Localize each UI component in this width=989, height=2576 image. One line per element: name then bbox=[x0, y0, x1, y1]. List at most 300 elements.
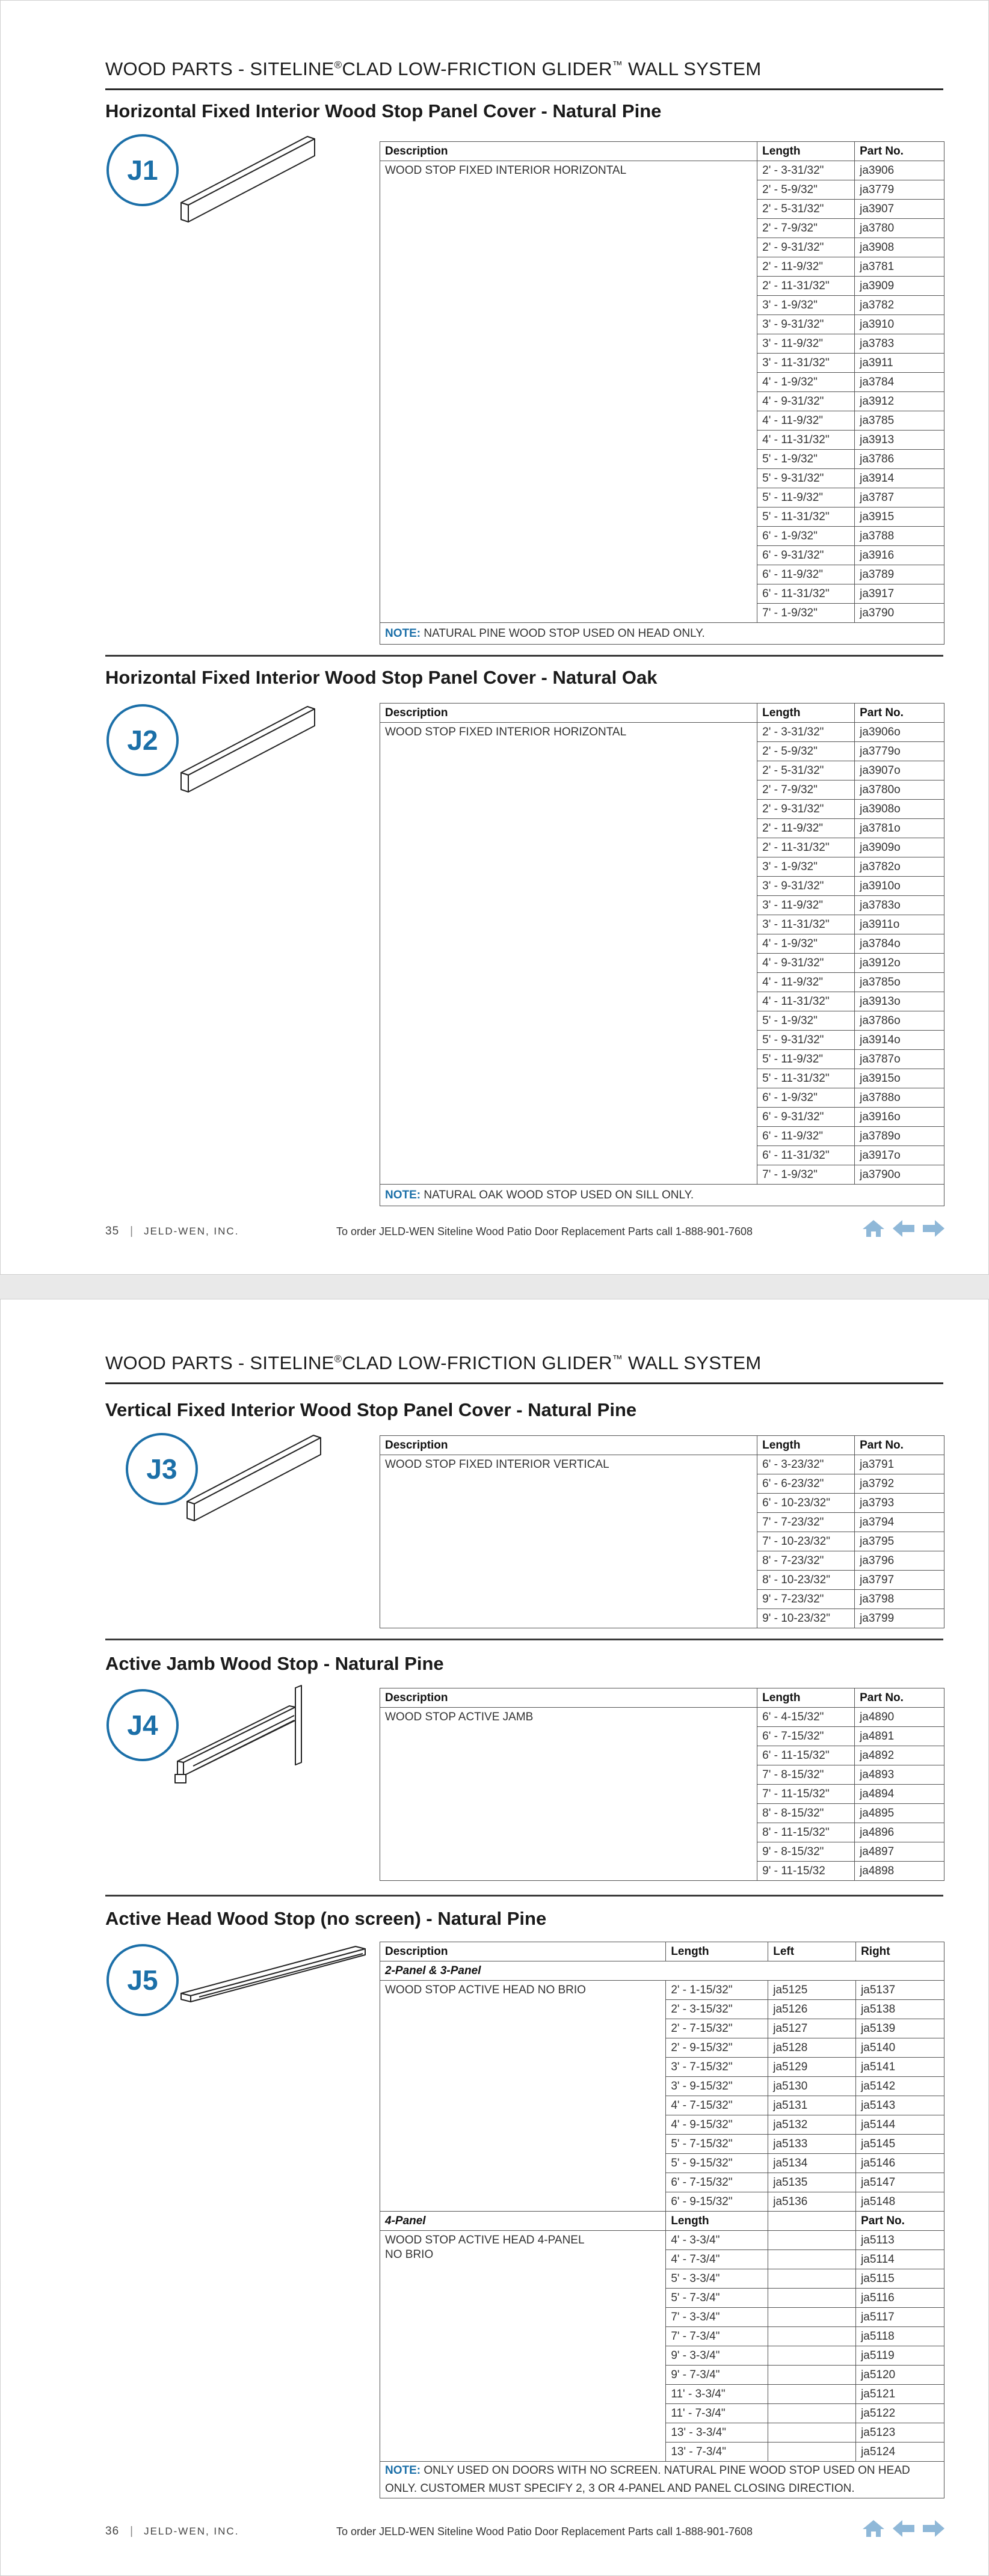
length-cell: 6' - 1-9/32" bbox=[757, 1088, 855, 1108]
length-cell: 9' - 8-15/32" bbox=[757, 1842, 855, 1862]
length-cell: 8' - 8-15/32" bbox=[757, 1804, 855, 1823]
wood-stop-vertical-illustration-j3 bbox=[181, 1431, 331, 1530]
part-number-cell: ja5120 bbox=[856, 2366, 944, 2385]
part-number-cell: ja4892 bbox=[855, 1746, 944, 1765]
length-cell: 7' - 7-23/32" bbox=[757, 1513, 855, 1532]
note-text: NATURAL OAK WOOD STOP USED ON SILL ONLY. bbox=[424, 1188, 694, 1201]
length-cell: 6' - 3-23/32" bbox=[757, 1455, 855, 1474]
part-number-cell: ja3911o bbox=[855, 915, 944, 934]
length-cell: 11' - 7-3/4" bbox=[666, 2404, 768, 2423]
length-cell: 2' - 11-9/32" bbox=[757, 257, 855, 277]
arrow-right-icon bbox=[922, 1219, 946, 1238]
part-number-cell: ja4895 bbox=[855, 1804, 944, 1823]
part-number-cell: ja3783 bbox=[855, 334, 944, 354]
column-header-length: Length bbox=[757, 1688, 855, 1708]
footer-page-36 bbox=[105, 2525, 239, 2538]
order-phone-text: To order JELD-WEN Siteline Wood Patio Door Replacement Parts call 1-888-901-7608 bbox=[336, 1225, 753, 1237]
right-part-number-cell: ja5146 bbox=[856, 2154, 944, 2173]
part-number-cell: ja3799 bbox=[855, 1609, 944, 1628]
part-number-cell: ja3915 bbox=[855, 508, 944, 527]
part-number-cell: ja3790o bbox=[855, 1165, 944, 1185]
part-number-cell: ja3785 bbox=[855, 411, 944, 431]
part-number-cell: ja3788o bbox=[855, 1088, 944, 1108]
part-number-cell: ja3908o bbox=[855, 800, 944, 819]
arrow-right-icon bbox=[922, 2519, 946, 2538]
part-number-cell: ja3914 bbox=[855, 469, 944, 488]
left-part-number-cell: ja5131 bbox=[768, 2096, 856, 2115]
part-number-cell: ja3779o bbox=[855, 742, 944, 761]
section-title-j2: Horizontal Fixed Interior Wood Stop Panel Cover - Natural Oak bbox=[105, 667, 658, 688]
part-number-cell: ja5117 bbox=[856, 2308, 944, 2327]
part-number-cell: ja3914o bbox=[855, 1031, 944, 1050]
part-number-cell: ja3783o bbox=[855, 896, 944, 915]
column-header-length: Length bbox=[666, 2212, 768, 2231]
length-cell: 4' - 11-31/32" bbox=[757, 992, 855, 1011]
left-part-number-cell: ja5130 bbox=[768, 2077, 856, 2096]
parts-table-j4 bbox=[380, 1688, 944, 1881]
note-row bbox=[380, 1185, 944, 1206]
length-cell: 2' - 11-9/32" bbox=[757, 819, 855, 838]
column-header-length: Length bbox=[757, 142, 855, 161]
length-cell: 4' - 9-31/32" bbox=[757, 954, 855, 973]
length-cell: 5' - 7-15/32" bbox=[666, 2135, 768, 2154]
empty-cell bbox=[768, 2404, 856, 2423]
part-number-cell: ja3909o bbox=[855, 838, 944, 857]
empty-cell bbox=[768, 2423, 856, 2443]
part-number-cell: ja3788 bbox=[855, 527, 944, 546]
length-cell: 4' - 3-3/4" bbox=[666, 2231, 768, 2250]
table-row bbox=[380, 1708, 944, 1727]
length-cell: 5' - 7-3/4" bbox=[666, 2289, 768, 2308]
length-cell: 4' - 1-9/32" bbox=[757, 934, 855, 954]
page-header-title bbox=[105, 1352, 762, 1374]
length-cell: 2' - 5-31/32" bbox=[757, 200, 855, 219]
length-cell: 7' - 1-9/32" bbox=[757, 1165, 855, 1185]
part-number-cell: ja3786o bbox=[855, 1011, 944, 1031]
length-cell: 4' - 9-31/32" bbox=[757, 392, 855, 411]
part-number-cell: ja3784o bbox=[855, 934, 944, 954]
part-number-cell: ja3796 bbox=[855, 1551, 944, 1571]
right-part-number-cell: ja5141 bbox=[856, 2058, 944, 2077]
length-cell: 5' - 11-31/32" bbox=[757, 1069, 855, 1088]
part-number-cell: ja3790 bbox=[855, 604, 944, 623]
part-number-cell: ja3782o bbox=[855, 857, 944, 877]
page-header-title bbox=[105, 58, 762, 80]
right-part-number-cell: ja5140 bbox=[856, 2038, 944, 2058]
note-label: NOTE: bbox=[385, 2464, 421, 2477]
column-header-description: Description bbox=[380, 142, 757, 161]
column-header-part-no: Part No. bbox=[855, 1436, 944, 1455]
note-j5 bbox=[380, 2462, 944, 2498]
note-text: ONLY USED ON DOORS WITH NO SCREEN. NATURAL PINE WOOD STOP USED ON HEAD ONLY. CUSTOMER MUST SPECIFY 2, 3 OR 4-PANEL AND PANEL CLOSING DIRECTION. bbox=[385, 2464, 910, 2495]
section-title-j3: Vertical Fixed Interior Wood Stop Panel Cover - Natural Pine bbox=[105, 1399, 637, 1420]
right-part-number-cell: ja5138 bbox=[856, 2000, 944, 2019]
page-navigation bbox=[861, 1219, 946, 1238]
left-part-number-cell: ja5127 bbox=[768, 2019, 856, 2038]
column-header-part-no: Part No. bbox=[855, 704, 944, 723]
section-divider bbox=[105, 1895, 943, 1897]
length-cell: 2' - 9-31/32" bbox=[757, 238, 855, 257]
section-title-j4: Active Jamb Wood Stop - Natural Pine bbox=[105, 1653, 444, 1674]
footer-separator: | bbox=[130, 2525, 134, 2538]
empty-cell bbox=[768, 2269, 856, 2289]
home-button[interactable] bbox=[861, 2519, 886, 2538]
length-cell: 5' - 11-9/32" bbox=[757, 488, 855, 508]
part-number-cell: ja5113 bbox=[856, 2231, 944, 2250]
note-row bbox=[380, 623, 944, 645]
length-cell: 2' - 5-31/32" bbox=[757, 761, 855, 780]
note-label: NOTE: bbox=[385, 1188, 421, 1201]
length-cell: 6' - 11-15/32" bbox=[757, 1746, 855, 1765]
part-number-cell: ja3785o bbox=[855, 973, 944, 992]
section-title-j5: Active Head Wood Stop (no screen) - Natural Pine bbox=[105, 1908, 547, 1929]
page-navigation bbox=[861, 2519, 946, 2538]
length-cell: 9' - 7-3/4" bbox=[666, 2366, 768, 2385]
home-button[interactable] bbox=[861, 1219, 886, 1238]
length-cell: 2' - 5-9/32" bbox=[757, 742, 855, 761]
length-cell: 5' - 3-3/4" bbox=[666, 2269, 768, 2289]
part-number-cell: ja3789o bbox=[855, 1127, 944, 1146]
part-number-cell: ja3912o bbox=[855, 954, 944, 973]
length-cell: 13' - 7-3/4" bbox=[666, 2443, 768, 2462]
length-cell: 6' - 1-9/32" bbox=[757, 527, 855, 546]
empty-cell bbox=[768, 2231, 856, 2250]
column-header-description: Description bbox=[380, 1942, 666, 1961]
length-cell: 2' - 5-9/32" bbox=[757, 180, 855, 200]
table-header-row bbox=[380, 1436, 944, 1455]
part-number-cell: ja4894 bbox=[855, 1785, 944, 1804]
description-cell: WOOD STOP FIXED INTERIOR HORIZONTAL bbox=[380, 723, 757, 1185]
page-number: 35 bbox=[105, 1225, 120, 1237]
header-rule bbox=[105, 1382, 943, 1384]
subheader-row bbox=[380, 1961, 944, 1981]
length-cell: 6' - 4-15/32" bbox=[757, 1708, 855, 1727]
length-cell: 6' - 11-9/32" bbox=[757, 1127, 855, 1146]
length-cell: 6' - 7-15/32" bbox=[666, 2173, 768, 2192]
part-number-cell: ja3795 bbox=[855, 1532, 944, 1551]
active-jamb-wood-stop-illustration bbox=[169, 1684, 313, 1792]
length-cell: 4' - 7-15/32" bbox=[666, 2096, 768, 2115]
section-divider bbox=[105, 655, 943, 657]
part-number-cell: ja5119 bbox=[856, 2346, 944, 2366]
page-number: 36 bbox=[105, 2525, 120, 2538]
table-header-row bbox=[380, 1688, 944, 1708]
part-number-cell: ja5118 bbox=[856, 2327, 944, 2346]
column-header-description: Description bbox=[380, 1688, 757, 1708]
empty-cell bbox=[768, 2212, 856, 2231]
length-cell: 3' - 7-15/32" bbox=[666, 2058, 768, 2077]
footer-page-35 bbox=[105, 1225, 239, 1238]
length-cell: 2' - 3-31/32" bbox=[757, 723, 855, 742]
part-number-cell: ja5123 bbox=[856, 2423, 944, 2443]
part-number-cell: ja3910 bbox=[855, 315, 944, 334]
part-number-cell: ja3910o bbox=[855, 877, 944, 896]
column-header-left: Left bbox=[768, 1942, 856, 1961]
empty-cell bbox=[768, 2289, 856, 2308]
length-cell: 2' - 7-15/32" bbox=[666, 2019, 768, 2038]
length-cell: 3' - 1-9/32" bbox=[757, 857, 855, 877]
length-cell: 2' - 3-15/32" bbox=[666, 2000, 768, 2019]
subheader-4-panel: 4-Panel bbox=[380, 2212, 666, 2231]
empty-cell bbox=[768, 2346, 856, 2366]
badge-j3: J3 bbox=[126, 1433, 198, 1505]
length-cell: 7' - 10-23/32" bbox=[757, 1532, 855, 1551]
right-part-number-cell: ja5147 bbox=[856, 2173, 944, 2192]
next-page-button[interactable] bbox=[921, 1219, 946, 1238]
empty-cell bbox=[768, 2308, 856, 2327]
part-number-cell: ja4890 bbox=[855, 1708, 944, 1727]
length-cell: 5' - 11-31/32" bbox=[757, 508, 855, 527]
previous-page-button[interactable] bbox=[891, 1219, 916, 1238]
title-suffix: WALL SYSTEM bbox=[623, 1352, 762, 1373]
description-line-1: WOOD STOP ACTIVE HEAD 4-PANEL bbox=[385, 2234, 585, 2246]
registered-mark: ® bbox=[334, 59, 342, 71]
part-number-cell: ja3912 bbox=[855, 392, 944, 411]
column-header-length: Length bbox=[666, 1942, 768, 1961]
left-part-number-cell: ja5136 bbox=[768, 2192, 856, 2212]
length-cell: 6' - 11-9/32" bbox=[757, 565, 855, 584]
part-number-cell: ja3906o bbox=[855, 723, 944, 742]
wood-stop-horizontal-illustration-j1 bbox=[175, 132, 325, 231]
length-cell: 3' - 1-9/32" bbox=[757, 296, 855, 315]
part-number-cell: ja4898 bbox=[855, 1862, 944, 1881]
parts-table-j5 bbox=[380, 1942, 944, 2498]
length-cell: 6' - 9-15/32" bbox=[666, 2192, 768, 2212]
length-cell: 4' - 11-31/32" bbox=[757, 431, 855, 450]
column-header-part-no: Part No. bbox=[856, 2212, 944, 2231]
empty-cell bbox=[768, 2366, 856, 2385]
badge-j5: J5 bbox=[106, 1944, 179, 2016]
part-number-cell: ja3786 bbox=[855, 450, 944, 469]
column-header-part-no: Part No. bbox=[855, 142, 944, 161]
part-number-cell: ja3908 bbox=[855, 238, 944, 257]
page-35 bbox=[0, 0, 989, 1275]
previous-page-button[interactable] bbox=[891, 2519, 916, 2538]
title-prefix: WOOD PARTS - SITELINE bbox=[105, 1352, 334, 1373]
header-rule bbox=[105, 88, 943, 90]
right-part-number-cell: ja5137 bbox=[856, 1981, 944, 2000]
length-cell: 4' - 11-9/32" bbox=[757, 411, 855, 431]
length-cell: 2' - 7-9/32" bbox=[757, 780, 855, 800]
part-number-cell: ja5121 bbox=[856, 2385, 944, 2404]
length-cell: 5' - 9-31/32" bbox=[757, 1031, 855, 1050]
length-cell: 7' - 8-15/32" bbox=[757, 1765, 855, 1785]
left-part-number-cell: ja5126 bbox=[768, 2000, 856, 2019]
table-row bbox=[380, 723, 944, 742]
length-cell: 3' - 9-31/32" bbox=[757, 877, 855, 896]
parts-table-j1 bbox=[380, 141, 944, 645]
right-part-number-cell: ja5148 bbox=[856, 2192, 944, 2212]
table-row bbox=[380, 161, 944, 180]
part-number-cell: ja3907 bbox=[855, 200, 944, 219]
description-cell: WOOD STOP FIXED INTERIOR VERTICAL bbox=[380, 1455, 757, 1628]
left-part-number-cell: ja5134 bbox=[768, 2154, 856, 2173]
length-cell: 7' - 7-3/4" bbox=[666, 2327, 768, 2346]
length-cell: 2' - 7-9/32" bbox=[757, 219, 855, 238]
table-header-row bbox=[380, 704, 944, 723]
part-number-cell: ja3792 bbox=[855, 1474, 944, 1494]
length-cell: 6' - 9-31/32" bbox=[757, 1108, 855, 1127]
length-cell: 4' - 9-15/32" bbox=[666, 2115, 768, 2135]
left-part-number-cell: ja5135 bbox=[768, 2173, 856, 2192]
column-header-part-no: Part No. bbox=[855, 1688, 944, 1708]
length-cell: 8' - 11-15/32" bbox=[757, 1823, 855, 1842]
part-number-cell: ja3794 bbox=[855, 1513, 944, 1532]
section-divider bbox=[105, 1639, 943, 1640]
right-part-number-cell: ja5143 bbox=[856, 2096, 944, 2115]
part-number-cell: ja3789 bbox=[855, 565, 944, 584]
length-cell: 3' - 11-31/32" bbox=[757, 915, 855, 934]
empty-cell bbox=[768, 2385, 856, 2404]
badge-j2: J2 bbox=[106, 704, 179, 776]
length-cell: 2' - 11-31/32" bbox=[757, 838, 855, 857]
part-number-cell: ja3913o bbox=[855, 992, 944, 1011]
part-number-cell: ja3791 bbox=[855, 1455, 944, 1474]
parts-table-j3 bbox=[380, 1435, 944, 1628]
part-number-cell: ja5122 bbox=[856, 2404, 944, 2423]
order-phone-text: To order JELD-WEN Siteline Wood Patio Door Replacement Parts call 1-888-901-7608 bbox=[336, 2525, 753, 2538]
part-number-cell: ja3782 bbox=[855, 296, 944, 315]
column-header-right: Right bbox=[856, 1942, 944, 1961]
part-number-cell: ja4893 bbox=[855, 1765, 944, 1785]
part-number-cell: ja3780 bbox=[855, 219, 944, 238]
part-number-cell: ja5115 bbox=[856, 2269, 944, 2289]
part-number-cell: ja3780o bbox=[855, 780, 944, 800]
column-header-description: Description bbox=[380, 704, 757, 723]
table-row bbox=[380, 1981, 944, 2000]
part-number-cell: ja3797 bbox=[855, 1571, 944, 1590]
trademark-mark: ™ bbox=[612, 59, 623, 71]
subheader-2-3-panel: 2-Panel & 3-Panel bbox=[380, 1961, 944, 1981]
length-cell: 5' - 1-9/32" bbox=[757, 1011, 855, 1031]
part-number-cell: ja3781 bbox=[855, 257, 944, 277]
description-cell: WOOD STOP ACTIVE JAMB bbox=[380, 1708, 757, 1881]
company-name: JELD-WEN, INC. bbox=[144, 1225, 239, 1237]
length-cell: 7' - 3-3/4" bbox=[666, 2308, 768, 2327]
part-number-cell: ja3907o bbox=[855, 761, 944, 780]
next-page-button[interactable] bbox=[921, 2519, 946, 2538]
part-number-cell: ja5116 bbox=[856, 2289, 944, 2308]
length-cell: 8' - 7-23/32" bbox=[757, 1551, 855, 1571]
registered-mark: ® bbox=[334, 1353, 342, 1365]
column-header-length: Length bbox=[757, 1436, 855, 1455]
length-cell: 6' - 10-23/32" bbox=[757, 1494, 855, 1513]
length-cell: 9' - 10-23/32" bbox=[757, 1609, 855, 1628]
part-number-cell: ja3917o bbox=[855, 1146, 944, 1165]
right-part-number-cell: ja5139 bbox=[856, 2019, 944, 2038]
part-number-cell: ja3787o bbox=[855, 1050, 944, 1069]
note-text: NATURAL PINE WOOD STOP USED ON HEAD ONLY. bbox=[424, 627, 705, 640]
length-cell: 7' - 1-9/32" bbox=[757, 604, 855, 623]
part-number-cell: ja3909 bbox=[855, 277, 944, 296]
description-cell: WOOD STOP FIXED INTERIOR HORIZONTAL bbox=[380, 161, 757, 623]
left-part-number-cell: ja5125 bbox=[768, 1981, 856, 2000]
parts-table-j2 bbox=[380, 703, 944, 1206]
length-cell: 3' - 11-9/32" bbox=[757, 334, 855, 354]
note-j1 bbox=[380, 623, 944, 645]
length-cell: 2' - 1-15/32" bbox=[666, 1981, 768, 2000]
length-cell: 9' - 3-3/4" bbox=[666, 2346, 768, 2366]
part-number-cell: ja3916 bbox=[855, 546, 944, 565]
left-part-number-cell: ja5129 bbox=[768, 2058, 856, 2077]
note-j2 bbox=[380, 1185, 944, 1206]
part-number-cell: ja3917 bbox=[855, 584, 944, 604]
table-row bbox=[380, 1455, 944, 1474]
length-cell: 3' - 9-31/32" bbox=[757, 315, 855, 334]
part-number-cell: ja3798 bbox=[855, 1590, 944, 1609]
length-cell: 7' - 11-15/32" bbox=[757, 1785, 855, 1804]
title-middle: CLAD LOW-FRICTION GLIDER bbox=[342, 58, 612, 79]
note-label: NOTE: bbox=[385, 627, 421, 640]
company-name: JELD-WEN, INC. bbox=[144, 2525, 239, 2537]
part-number-cell: ja4896 bbox=[855, 1823, 944, 1842]
length-cell: 6' - 11-31/32" bbox=[757, 584, 855, 604]
description-line-2: NO BRIO bbox=[385, 2248, 434, 2261]
description-cell bbox=[380, 2231, 666, 2462]
home-icon bbox=[861, 1219, 886, 1238]
length-cell: 2' - 9-15/32" bbox=[666, 2038, 768, 2058]
empty-cell bbox=[768, 2250, 856, 2269]
column-header-length: Length bbox=[757, 704, 855, 723]
length-cell: 2' - 3-31/32" bbox=[757, 161, 855, 180]
subheader-row bbox=[380, 2212, 944, 2231]
description-cell: WOOD STOP ACTIVE HEAD NO BRIO bbox=[380, 1981, 666, 2212]
left-part-number-cell: ja5133 bbox=[768, 2135, 856, 2154]
length-cell: 11' - 3-3/4" bbox=[666, 2385, 768, 2404]
trademark-mark: ™ bbox=[612, 1353, 623, 1365]
section-title-j1: Horizontal Fixed Interior Wood Stop Panel Cover - Natural Pine bbox=[105, 100, 662, 121]
table-header-row bbox=[380, 1942, 944, 1961]
length-cell: 9' - 11-15/32 bbox=[757, 1862, 855, 1881]
part-number-cell: ja4891 bbox=[855, 1727, 944, 1746]
part-number-cell: ja3913 bbox=[855, 431, 944, 450]
length-cell: 2' - 9-31/32" bbox=[757, 800, 855, 819]
length-cell: 8' - 10-23/32" bbox=[757, 1571, 855, 1590]
length-cell: 4' - 11-9/32" bbox=[757, 973, 855, 992]
table-row bbox=[380, 2231, 944, 2250]
part-number-cell: ja4897 bbox=[855, 1842, 944, 1862]
length-cell: 5' - 1-9/32" bbox=[757, 450, 855, 469]
length-cell: 5' - 11-9/32" bbox=[757, 1050, 855, 1069]
length-cell: 3' - 11-9/32" bbox=[757, 896, 855, 915]
page-36 bbox=[0, 1299, 989, 2576]
badge-j4: J4 bbox=[106, 1689, 179, 1761]
active-head-wood-stop-illustration bbox=[175, 1942, 380, 2014]
part-number-cell: ja5114 bbox=[856, 2250, 944, 2269]
note-row bbox=[380, 2462, 944, 2498]
length-cell: 13' - 3-3/4" bbox=[666, 2423, 768, 2443]
part-number-cell: ja5124 bbox=[856, 2443, 944, 2462]
table-header-row bbox=[380, 142, 944, 161]
arrow-left-icon bbox=[892, 2519, 916, 2538]
length-cell: 6' - 7-15/32" bbox=[757, 1727, 855, 1746]
part-number-cell: ja3915o bbox=[855, 1069, 944, 1088]
title-prefix: WOOD PARTS - SITELINE bbox=[105, 58, 334, 79]
length-cell: 6' - 6-23/32" bbox=[757, 1474, 855, 1494]
length-cell: 4' - 7-3/4" bbox=[666, 2250, 768, 2269]
part-number-cell: ja3779 bbox=[855, 180, 944, 200]
right-part-number-cell: ja5142 bbox=[856, 2077, 944, 2096]
length-cell: 5' - 9-15/32" bbox=[666, 2154, 768, 2173]
arrow-left-icon bbox=[892, 1219, 916, 1238]
title-suffix: WALL SYSTEM bbox=[623, 58, 762, 79]
home-icon bbox=[861, 2519, 886, 2538]
badge-j1: J1 bbox=[106, 134, 179, 206]
length-cell: 9' - 7-23/32" bbox=[757, 1590, 855, 1609]
empty-cell bbox=[768, 2327, 856, 2346]
length-cell: 6' - 11-31/32" bbox=[757, 1146, 855, 1165]
length-cell: 6' - 9-31/32" bbox=[757, 546, 855, 565]
